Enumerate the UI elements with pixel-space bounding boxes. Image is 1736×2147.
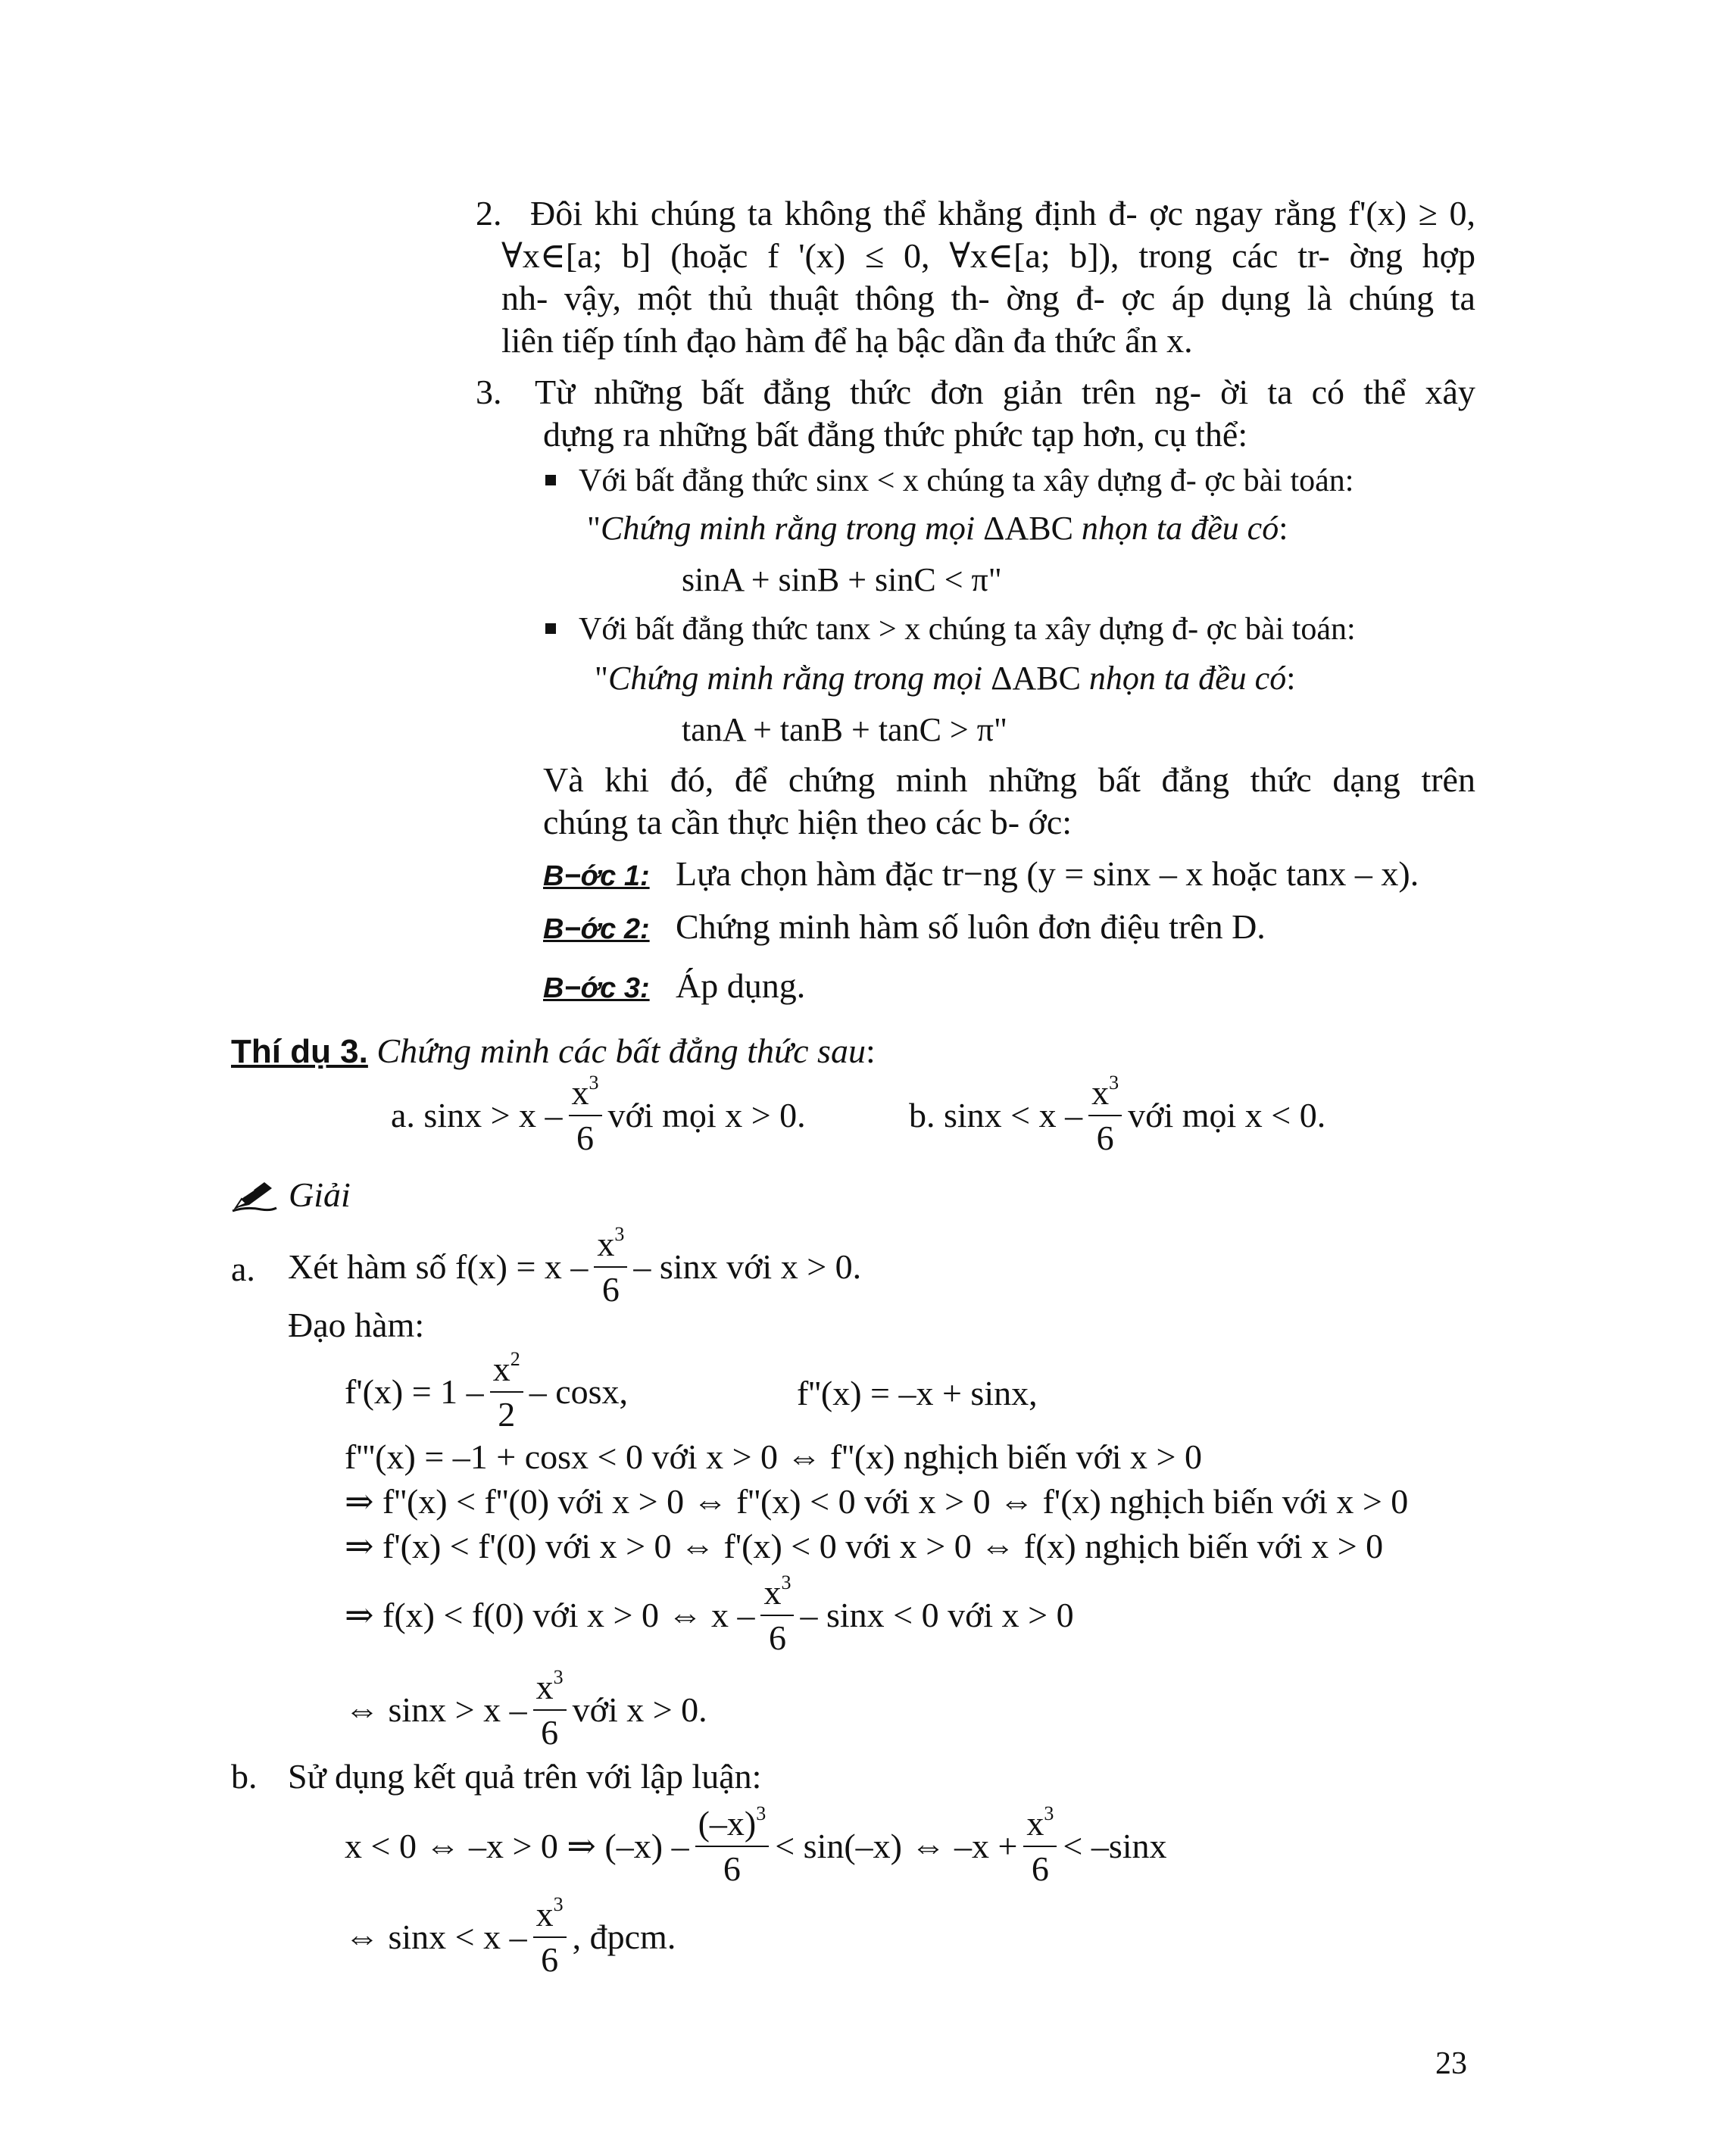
word: đẳng xyxy=(1161,760,1229,799)
word: (hoặc xyxy=(670,236,748,275)
word: thể xyxy=(883,194,926,232)
derivative-label: Đạo hàm: xyxy=(288,1306,425,1344)
solution-b-label: b. xyxy=(231,1757,258,1796)
word: có xyxy=(1311,373,1345,411)
solution-heading xyxy=(231,1174,351,1215)
word: tr- xyxy=(1297,236,1330,275)
pencil-writing-icon xyxy=(231,1178,278,1212)
fraction-x3-over-6: $\frac{x^3}{6}$ xyxy=(594,1227,627,1307)
word: đ- xyxy=(1108,194,1138,232)
bullet-1-text: Với bất đẳng thức sinx < x chúng ta xây dựng đ- ợc bài toán: xyxy=(579,463,1354,498)
word: đ- xyxy=(1076,279,1105,317)
word: ợc xyxy=(1121,279,1156,317)
word: ời xyxy=(1220,373,1249,411)
item-2-line-3 xyxy=(501,277,1475,319)
word: trên xyxy=(1421,760,1475,799)
word: ờng xyxy=(1349,236,1403,275)
step-2-text: Chứng minh hàm số luôn đơn điệu trên D. xyxy=(676,907,1266,946)
word: ∀x∈[a; xyxy=(949,236,1051,275)
word: giản xyxy=(1002,373,1063,411)
implication-3: ⇒ f(x) < f(0) với x > 0 ⇔ x – $\frac{x^3}{6}$ – sinx < 0 với x > 0 xyxy=(345,1571,1074,1657)
word: ng- xyxy=(1154,373,1201,411)
word: Đôi xyxy=(530,194,582,232)
word: rằng xyxy=(1274,194,1337,232)
fraction-x3-over-6: $\frac{x^3}{6}$ xyxy=(533,1897,567,1977)
word: thể xyxy=(1363,373,1407,411)
word: dạng xyxy=(1332,760,1400,799)
solution-a-label: a. xyxy=(231,1250,255,1288)
word: chúng xyxy=(650,194,736,232)
bullet-2-text: Với bất đẳng thức tanx > x chúng ta xây dựng đ- ợc bài toán: xyxy=(579,612,1356,647)
example-title: Chứng minh các bất đẳng thức sau xyxy=(367,1031,866,1070)
bullet-square-icon xyxy=(545,475,556,485)
word: trên xyxy=(1082,373,1136,411)
formula-1: sinA + sinB + sinC < π" xyxy=(682,561,1002,598)
word: '(x) xyxy=(798,236,846,275)
word: ngay xyxy=(1194,194,1263,232)
word: đó, xyxy=(670,760,714,799)
word: ∀x∈[a; xyxy=(501,236,603,275)
word: ≥ xyxy=(1418,194,1438,232)
word: vậy, xyxy=(564,279,621,317)
example-a: a. sinx > x – $\frac{x^3}{6}$ với mọi x > 0. xyxy=(391,1071,806,1157)
word: khẳng xyxy=(937,194,1023,232)
word: thông xyxy=(855,279,935,317)
step-2 xyxy=(543,906,1266,947)
fraction-x2-over-2: $\frac{x^2}{2}$ xyxy=(490,1352,523,1432)
implication-1: ⇒ f''(x) < f''(0) với x > 0 ⇔ f''(x) < 0 với x > 0 ⇔ f'(x) nghịch biến với x > 0 xyxy=(345,1482,1409,1521)
formula-2: tanA + tanB + tanC > π" xyxy=(682,711,1007,748)
word: chúng xyxy=(1348,279,1435,317)
item-3-line-2: dựng ra những bất đẳng thức phức tạp hơn, cụ thể: xyxy=(543,415,1248,454)
word: Từ xyxy=(535,373,576,411)
final-result: ⇔ sinx < x – $\frac{x^3}{6}$ , đpcm. xyxy=(345,1893,676,1979)
word: không xyxy=(784,194,872,232)
word: Và xyxy=(543,760,584,799)
word: ta xyxy=(747,194,773,232)
word: f xyxy=(767,236,779,275)
fraction-x3-over-6: $\frac{x^3}{6}$ xyxy=(569,1075,602,1156)
word: là xyxy=(1307,279,1332,317)
word: b] xyxy=(622,236,651,275)
word: bất xyxy=(701,373,745,411)
word: áp xyxy=(1171,279,1205,317)
word: xây xyxy=(1425,373,1475,411)
word: thuật xyxy=(769,279,839,317)
word: thủ xyxy=(707,279,753,317)
item-3-number: 3. xyxy=(476,373,502,411)
example-heading: Thí dụ 3. Chứng minh các bất đẳng thức sau: xyxy=(231,1031,876,1070)
paragraph-line-1 xyxy=(543,759,1475,800)
solution-b-line: Sử dụng kết quả trên với lập luận: xyxy=(288,1757,762,1796)
fraction-x3-over-6: $\frac{x^3}{6}$ xyxy=(1023,1806,1057,1886)
item-2-line-1 xyxy=(530,192,1475,234)
word: hợp xyxy=(1422,236,1475,275)
solution-a-line: Xét hàm số f(x) = x – $\frac{x^3}{6}$ – sinx với x > 0. xyxy=(288,1222,862,1309)
word: trong xyxy=(1138,236,1213,275)
quote-2: "Chứng minh rằng trong mọi ΔABC nhọn ta đều có: xyxy=(595,660,1296,697)
word: th- xyxy=(951,279,990,317)
step-2-label: B−ớc 2: xyxy=(543,913,650,945)
fraction-x3-over-6: $\frac{x^3}{6}$ xyxy=(760,1575,794,1655)
word: ta xyxy=(1450,279,1475,317)
item-2-line-2 xyxy=(501,235,1475,276)
third-derivative: f'''(x) = –1 + cosx < 0 với x > 0 ⇔ f''(x) nghịch biến với x > 0 xyxy=(345,1437,1202,1476)
word: nh- xyxy=(501,279,548,317)
quote-1: "Chứng minh rằng trong mọi ΔABC nhọn ta đều có: xyxy=(587,510,1288,547)
item-2-number: 2. xyxy=(476,194,502,232)
word: ợc xyxy=(1149,194,1183,232)
solution-b-chain: x < 0 ⇔ –x > 0 ⇒ (–x) – $\frac{(-x)^3}{6}$ < sin(–x) ⇔ –x + $\frac{x^3}{6}$ < –sinx xyxy=(345,1802,1167,1888)
solution-heading-text: Giải xyxy=(289,1175,351,1214)
word: để xyxy=(734,760,768,799)
example-b: b. sinx < x – $\frac{x^3}{6}$ với mọi x < 0. xyxy=(909,1071,1326,1157)
word: f'(x) xyxy=(1347,194,1407,232)
item-2-line-4: liên tiếp tính đạo hàm để hạ bậc dần đa thức ẩn x. xyxy=(501,321,1193,360)
word: đẳng xyxy=(763,373,831,411)
step-3-label: B−ớc 3: xyxy=(543,972,650,1004)
bullet-square-icon xyxy=(545,623,556,634)
word: thức xyxy=(850,373,912,411)
second-derivative: f''(x) = –x + sinx, xyxy=(797,1374,1038,1412)
fraction-neg-x3-over-6: $\frac{(-x)^3}{6}$ xyxy=(695,1806,770,1886)
word: những xyxy=(594,373,683,411)
page-number: 23 xyxy=(1435,2046,1467,2081)
word: 0, xyxy=(1449,194,1475,232)
word: một xyxy=(637,279,692,317)
item-3-line-1 xyxy=(535,371,1475,413)
word: ≤ xyxy=(864,236,885,275)
word: đơn xyxy=(930,373,984,411)
first-derivative: f'(x) = 1 – $\frac{x^2}{2}$ – cosx, xyxy=(345,1347,629,1434)
step-3-text: Áp dụng. xyxy=(676,966,806,1005)
fraction-x3-over-6: $\frac{x^3}{6}$ xyxy=(533,1670,567,1750)
bullet-2 xyxy=(545,610,1356,648)
word: minh xyxy=(895,760,968,799)
word: ờng xyxy=(1006,279,1060,317)
bullet-1 xyxy=(545,462,1354,500)
word: các xyxy=(1232,236,1279,275)
word: chứng xyxy=(788,760,876,799)
word: những xyxy=(988,760,1078,799)
word: thức xyxy=(1250,760,1312,799)
fraction-x3-over-6: $\frac{x^3}{6}$ xyxy=(1088,1075,1122,1156)
word: b]), xyxy=(1069,236,1119,275)
word: bất xyxy=(1097,760,1141,799)
step-1-label: B−ớc 1: xyxy=(543,860,650,892)
equivalence-a: ⇔ sinx > x – $\frac{x^3}{6}$ với x > 0. xyxy=(345,1665,707,1752)
word: khi xyxy=(594,194,639,232)
word: 0, xyxy=(904,236,930,275)
word: dụng xyxy=(1221,279,1291,317)
example-label: Thí dụ 3. xyxy=(231,1033,368,1070)
implication-2: ⇒ f'(x) < f'(0) với x > 0 ⇔ f'(x) < 0 với x > 0 ⇔ f(x) nghịch biến với x > 0 xyxy=(345,1527,1384,1565)
step-1 xyxy=(543,853,1419,894)
step-1-text: Lựa chọn hàm đặc tr−ng (y = sinx – x hoặc tanx – x). xyxy=(676,854,1419,893)
word: khi xyxy=(604,760,650,799)
paragraph-line-2: chúng ta cần thực hiện theo các b- ớc: xyxy=(543,803,1073,841)
step-3 xyxy=(543,965,806,1006)
word: định xyxy=(1034,194,1097,232)
word: ta xyxy=(1267,373,1293,411)
